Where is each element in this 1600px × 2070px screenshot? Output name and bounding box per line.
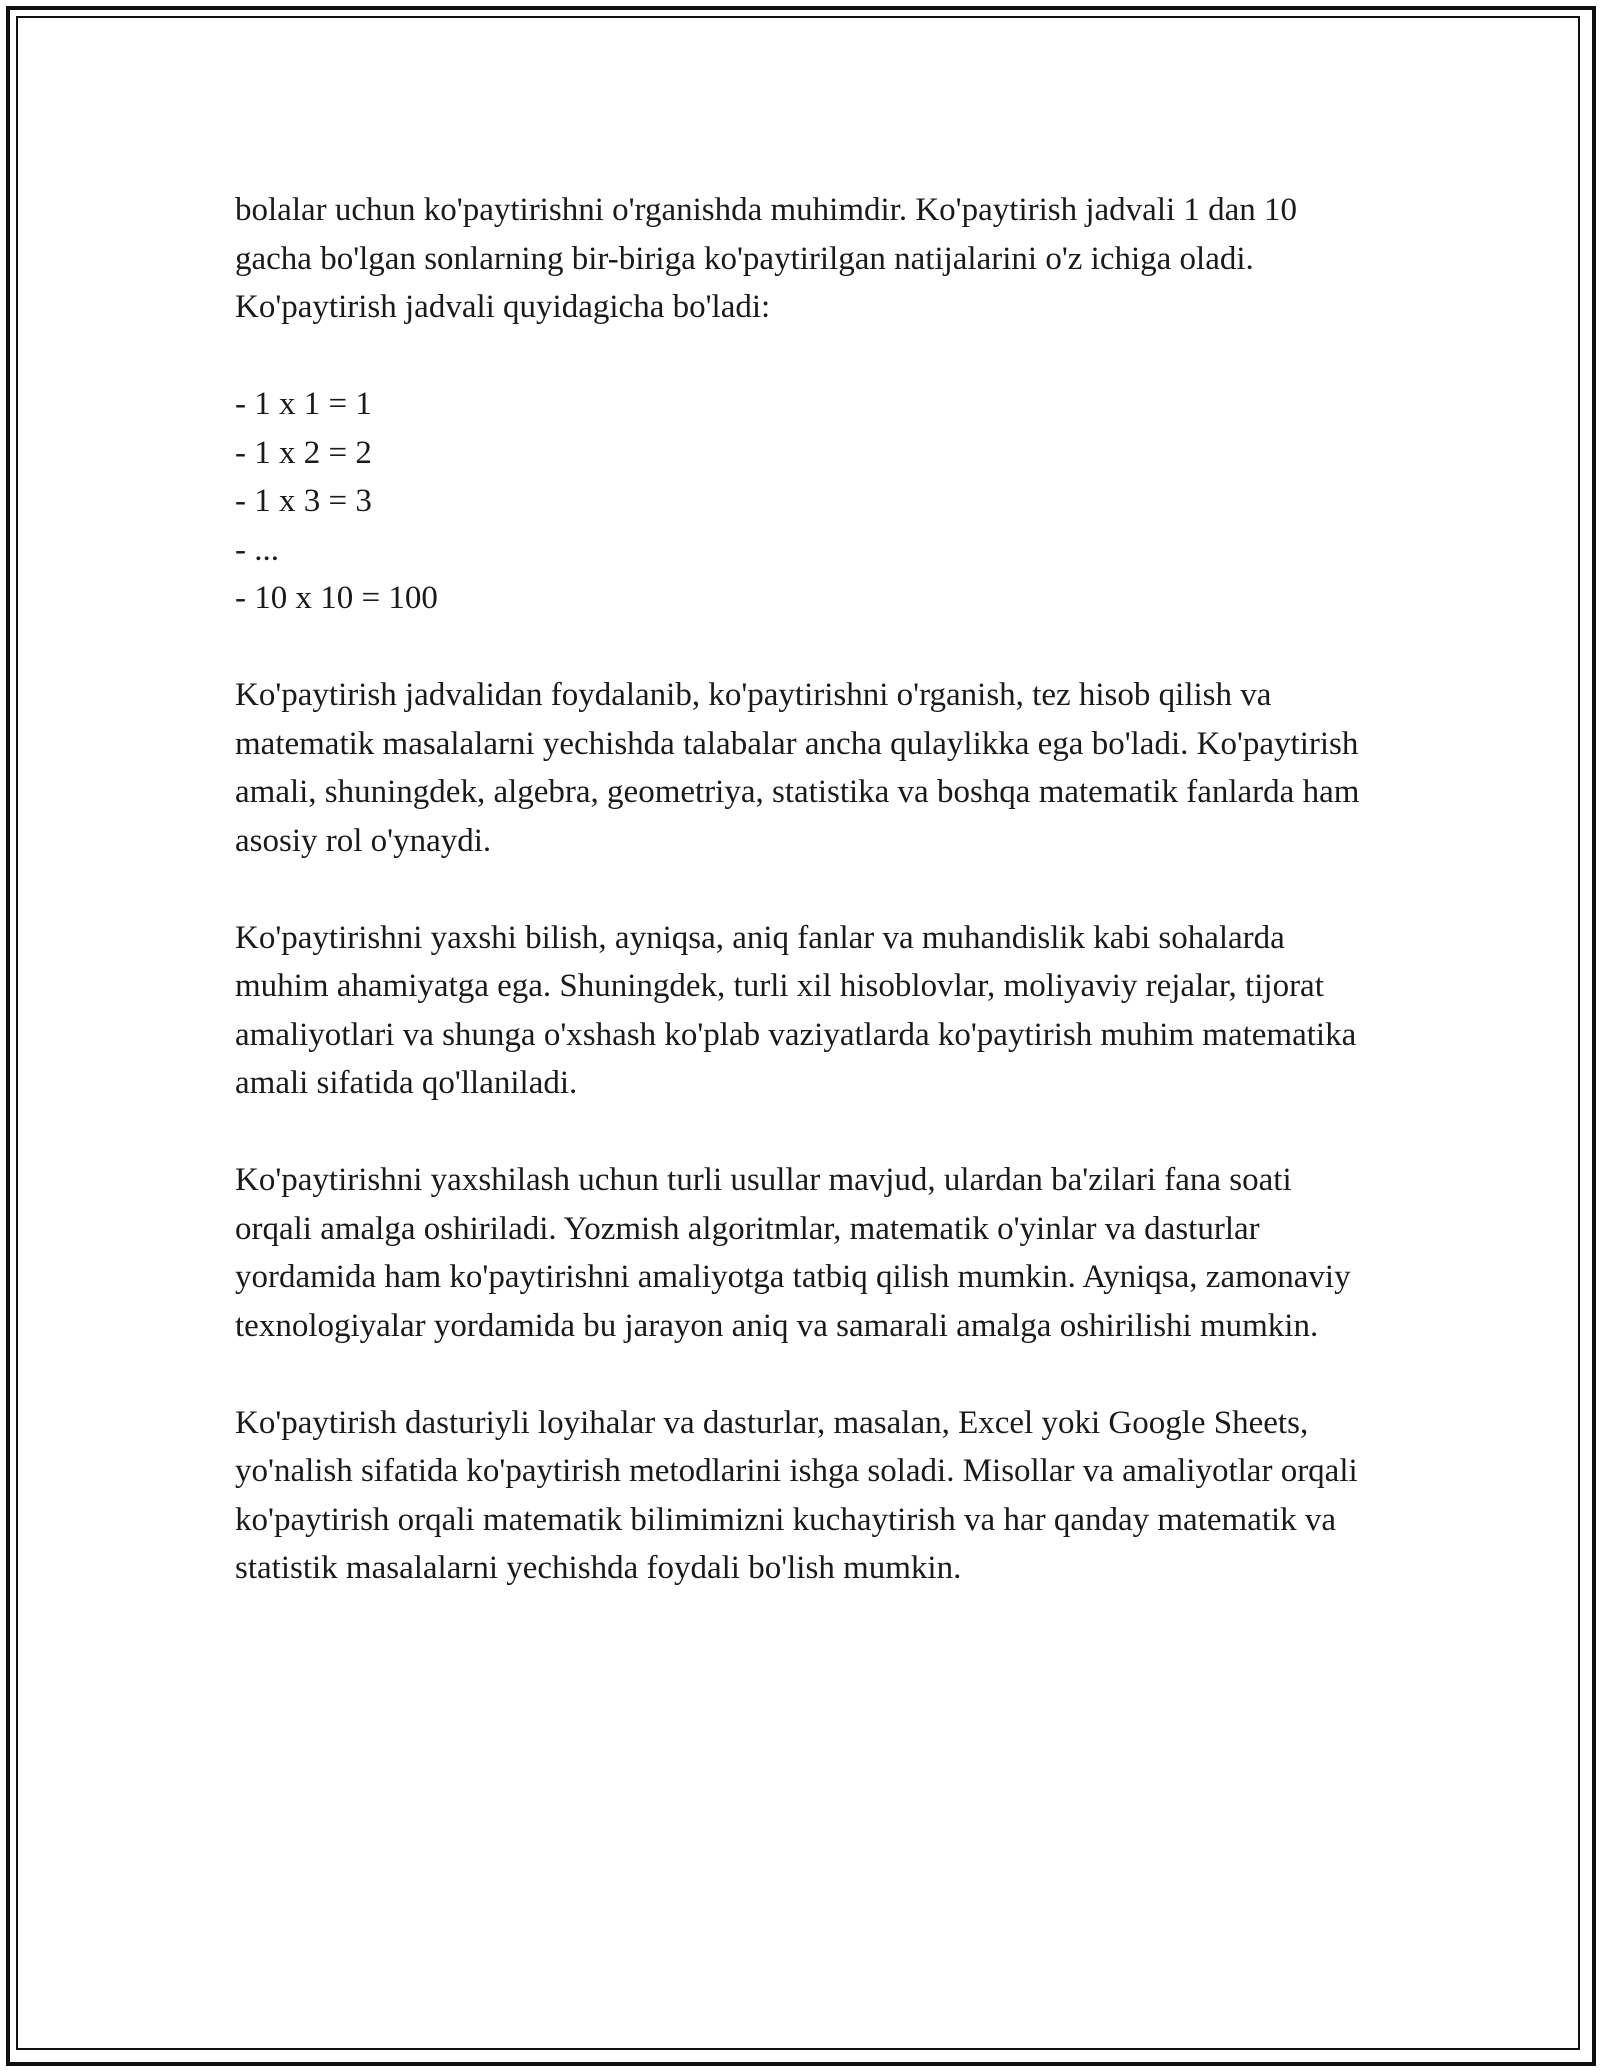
list-item: - 1 x 1 = 1	[235, 386, 372, 422]
document-body	[235, 186, 1365, 1641]
list-item: - ...	[235, 531, 279, 568]
multiplication-list	[235, 380, 1365, 623]
list-item: - 1 x 2 = 2	[235, 434, 372, 471]
body-paragraph: Ko'paytirishni yaxshilash uchun turli usullar mavjud, ulardan ba'zilari fana soati orqali amalga oshiriladi. Yozmish algoritmlar, matematik o'yinlar va dasturlar yordamida ham ko'paytirishni amaliyotga tatbiq qilish mumkin. Ayniqsa, zamonaviy texnologiyalar yordamida bu jarayon aniq va samarali amalga oshirilishi mumkin.	[235, 1162, 1351, 1344]
body-paragraph: Ko'paytirish jadvalidan foydalanib, ko'paytirishni o'rganish, tez hisob qilish va matematik masalalarni yechishda talabalar ancha qulaylikka ega bo'ladi. Ko'paytirish amali, shuningdek, algebra, geometriya, statistika va boshqa matematik fanlarda ham asosiy rol o'ynaydi.	[235, 677, 1360, 859]
intro-paragraph: bolalar uchun ko'paytirishni o'rganishda muhimdir. Ko'paytirish jadvali 1 dan 10 gacha bo'lgan sonlarning bir-biriga ko'paytirilgan natijalarini o'z ichiga oladi. Ko'paytirish jadvali quyidagicha bo'ladi:	[235, 192, 1298, 325]
body-paragraph: Ko'paytirish dasturiyli loyihalar va dasturlar, masalan, Excel yoki Google Sheets, yo'nalish sifatida ko'paytirish metodlarini ishga soladi. Misollar va amaliyotlar orqali ko'paytirish orqali matematik bilimimizni kuchaytirish va har qanday matematik va statistik masalalarni yechishda foydali bo'lish mumkin.	[235, 1404, 1358, 1586]
body-paragraph: Ko'paytirishni yaxshi bilish, ayniqsa, aniq fanlar va muhandislik kabi sohalarda muhim ahamiyatga ega. Shuningdek, turli xil hisoblovlar, moliyaviy rejalar, tijorat amaliyotlari va shunga o'xshash ko'plab vaziyatlarda ko'paytirish muhim matematika amali sifatida qo'llaniladi.	[235, 919, 1357, 1101]
list-item: - 10 x 10 = 100	[235, 580, 438, 616]
list-item: - 1 x 3 = 3	[235, 483, 372, 519]
